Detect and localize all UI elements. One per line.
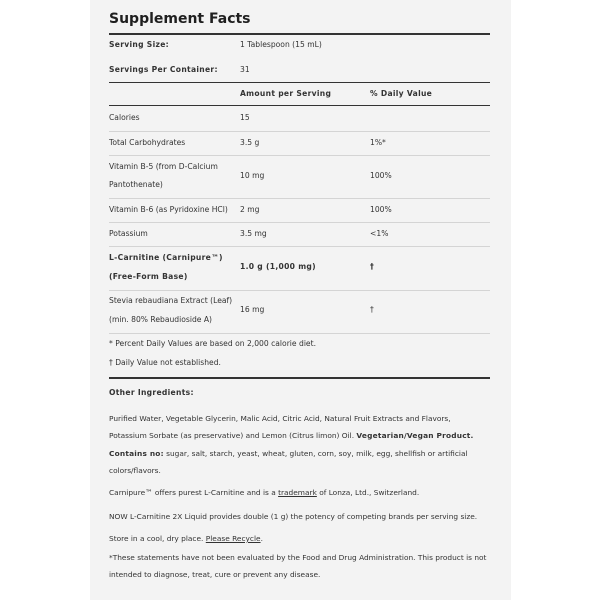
- header-rule: [109, 105, 490, 106]
- nutrient-dv: 100%: [370, 171, 392, 180]
- serving-size-value: 1 Tablespoon (15 mL): [240, 40, 322, 49]
- nutrient-amount: 3.5 g: [240, 138, 260, 147]
- carnipure-paragraph: [109, 484, 490, 501]
- recycle-link[interactable]: Please Recycle: [205, 534, 261, 543]
- storage-period: .: [260, 534, 263, 543]
- nutrient-dv: <1%: [370, 229, 389, 238]
- contains-paragraph: [109, 445, 490, 479]
- nutrient-amount: 2 mg: [240, 205, 260, 214]
- footnote-percent-dv: * Percent Daily Values are based on 2,000 calorie diet.: [109, 339, 316, 348]
- nutrient-dv: †: [370, 262, 375, 271]
- nutrient-name: Potassium: [109, 229, 148, 238]
- nutrient-name-line1: L-Carnitine (Carnipure™): [109, 253, 223, 262]
- potency-paragraph: NOW L-Carnitine 2X Liquid provides double (1 g) the potency of competing brands per serving size.: [109, 512, 478, 521]
- carnipure-text-b: of Lonza, Ltd., Switzerland.: [319, 488, 420, 497]
- storage-paragraph: [109, 530, 490, 547]
- nutrient-amount: 10 mg: [240, 171, 265, 180]
- nutrient-name: Total Carbohydrates: [109, 138, 186, 147]
- supplement-facts-panel: [90, 0, 511, 600]
- nutrient-amount: 3.5 mg: [240, 229, 267, 238]
- nutrient-amount: 16 mg: [240, 305, 265, 314]
- row-divider: [109, 333, 490, 334]
- ingredients-text: Purified Water, Vegetable Glycerin, Malic Acid, Citric Acid, Natural Fruit Extracts and Flavors, Potassium Sorbate (as preservative) and Lemon (Citrus limon) Oil.: [109, 414, 451, 440]
- nutrient-amount: 15: [240, 113, 250, 122]
- serving-rule: [109, 82, 490, 83]
- nutrient-name: Calories: [109, 113, 140, 122]
- nutrient-name-line2: (Free-Form Base): [109, 272, 188, 281]
- other-ingredients-heading: Other Ingredients:: [109, 388, 194, 397]
- panel-title: Supplement Facts: [109, 11, 251, 27]
- row-divider: [109, 198, 490, 199]
- row-divider: [109, 290, 490, 291]
- contains-text: sugar, salt, starch, yeast, wheat, gluten, corn, soy, milk, egg, shellfish or artificial colors/flavors.: [109, 449, 468, 475]
- amount-header: Amount per Serving: [240, 89, 332, 98]
- serving-size-label: Serving Size:: [109, 40, 169, 49]
- nutrient-dv: 1%*: [370, 138, 386, 147]
- ingredients-paragraph: [109, 410, 490, 444]
- dv-header: % Daily Value: [370, 89, 433, 98]
- nutrient-amount: 1.0 g (1,000 mg): [240, 262, 316, 271]
- nutrient-name-line2: (min. 80% Rebaudioside A): [109, 315, 213, 324]
- nutrient-name-line2: Pantothenate): [109, 180, 163, 189]
- servings-per-container-label: Servings Per Container:: [109, 65, 218, 74]
- storage-text: Store in a cool, dry place.: [109, 534, 204, 543]
- nutrient-name-line1: Stevia rebaudiana Extract (Leaf): [109, 296, 233, 305]
- row-divider: [109, 246, 490, 247]
- vegan-label: Vegetarian/Vegan Product.: [356, 431, 474, 440]
- nutrient-dv: 100%: [370, 205, 392, 214]
- title-rule: [109, 33, 490, 35]
- carnipure-text-a: Carnipure™ offers purest L-Carnitine and is a: [109, 488, 276, 497]
- trademark-link[interactable]: trademark: [278, 488, 317, 497]
- row-divider: [109, 131, 490, 132]
- row-divider: [109, 222, 490, 223]
- contains-label: Contains no:: [109, 449, 164, 458]
- nutrient-name-line1: Vitamin B-5 (from D-Calcium: [109, 162, 218, 171]
- nutrient-dv: †: [370, 305, 374, 314]
- disclaimer-paragraph: *These statements have not been evaluated by the Food and Drug Administration. This product is not intended to diagnose, treat, cure or prevent any disease.: [109, 553, 487, 579]
- footnote-not-established: † Daily Value not established.: [109, 358, 221, 367]
- nutrient-name: Vitamin B-6 (as Pyridoxine HCl): [109, 205, 228, 214]
- row-divider: [109, 155, 490, 156]
- footnote-rule: [109, 377, 490, 379]
- servings-per-container-value: 31: [240, 65, 250, 74]
